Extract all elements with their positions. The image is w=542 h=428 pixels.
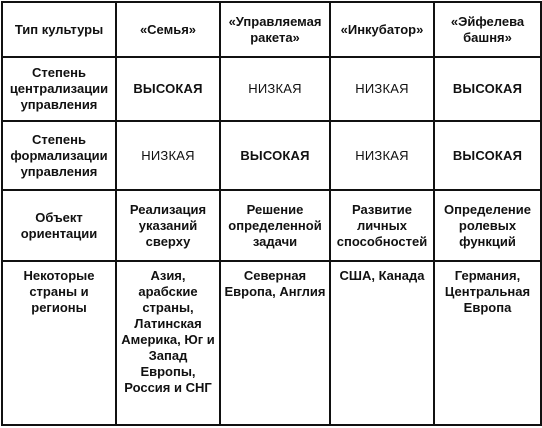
header-family: «Семья» <box>116 2 220 57</box>
cell-eiffel-orientation: Определение ролевых функций <box>434 190 541 261</box>
cell-incubator-countries: США, Канада <box>330 261 434 425</box>
header-incubator: «Инкубатор» <box>330 2 434 57</box>
cell-missile-centralization: НИЗКАЯ <box>220 57 330 121</box>
cell-missile-countries: Северная Европа, Англия <box>220 261 330 425</box>
cell-family-centralization: ВЫСОКАЯ <box>116 57 220 121</box>
table-row <box>2 261 541 425</box>
header-eiffel-tower: «Эйфелева башня» <box>434 2 541 57</box>
cell-family-orientation: Реализация указаний сверху <box>116 190 220 261</box>
cell-missile-formalization: ВЫСОКАЯ <box>220 121 330 190</box>
row-label-formalization: Степень формализации управления <box>2 121 116 190</box>
cell-eiffel-centralization: ВЫСОКАЯ <box>434 57 541 121</box>
cell-eiffel-countries: Германия, Центральная Европа <box>434 261 541 425</box>
cell-eiffel-formalization: ВЫСОКАЯ <box>434 121 541 190</box>
row-label-centralization: Степень централизации управления <box>2 57 116 121</box>
cell-incubator-centralization: НИЗКАЯ <box>330 57 434 121</box>
table-row <box>2 121 541 190</box>
table-row <box>2 57 541 121</box>
row-label-countries: Некоторые страны и регионы <box>2 261 116 425</box>
cell-incubator-formalization: НИЗКАЯ <box>330 121 434 190</box>
table-row <box>2 190 541 261</box>
culture-types-table <box>1 1 542 426</box>
cell-incubator-orientation: Развитие личных способностей <box>330 190 434 261</box>
cell-missile-orientation: Решение определенной задачи <box>220 190 330 261</box>
cell-family-countries: Азия, арабские страны, Латинская Америка, Юг и Запад Европы, Россия и СНГ <box>116 261 220 425</box>
header-culture-type: Тип культуры <box>2 2 116 57</box>
header-guided-missile: «Управляемая ракета» <box>220 2 330 57</box>
header-row <box>2 2 541 57</box>
cell-family-formalization: НИЗКАЯ <box>116 121 220 190</box>
row-label-orientation: Объект ориентации <box>2 190 116 261</box>
